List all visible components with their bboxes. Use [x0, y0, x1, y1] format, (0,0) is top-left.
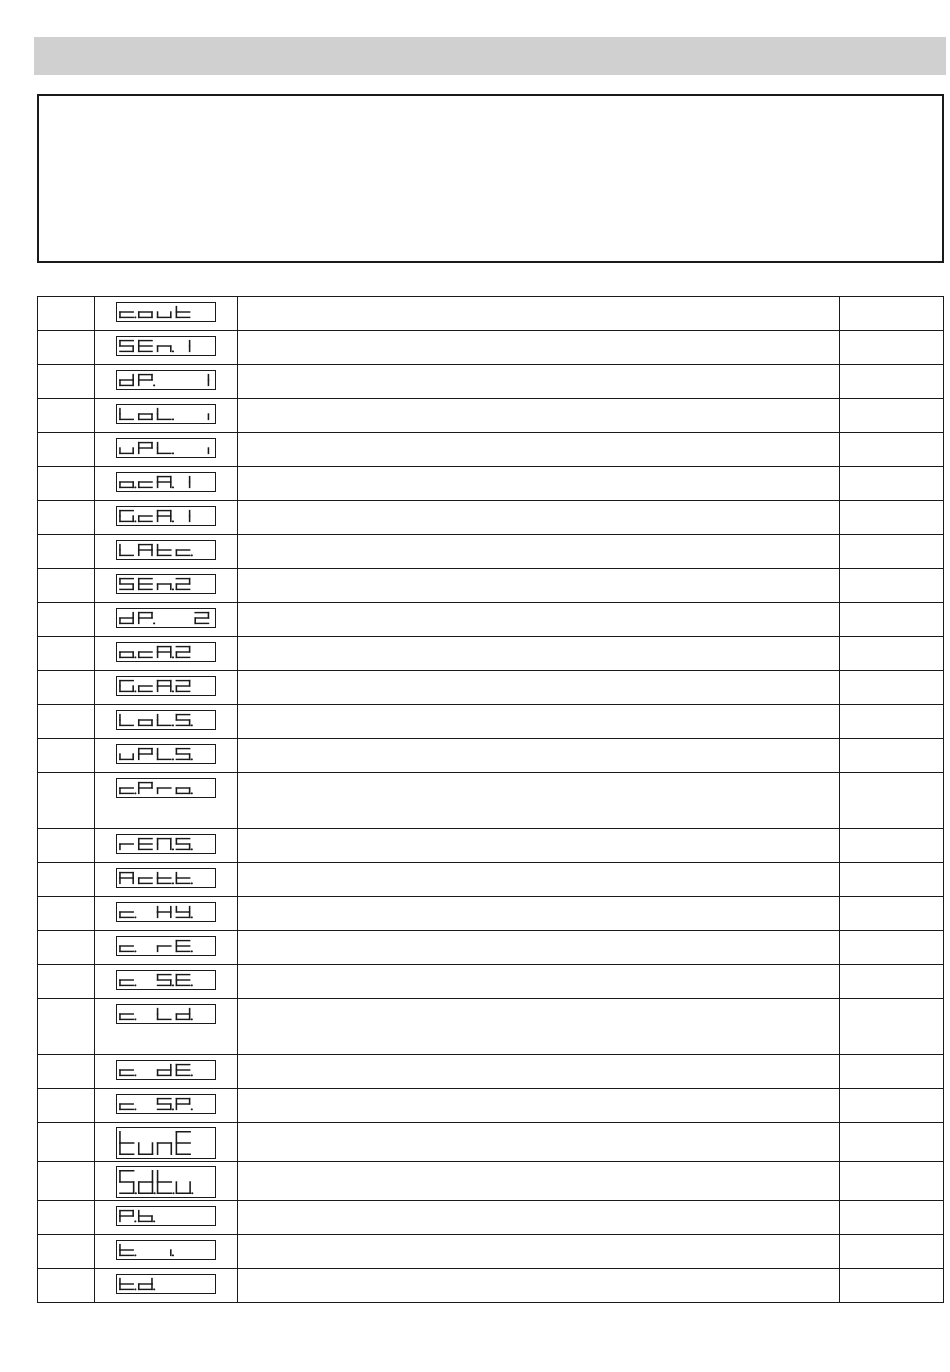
lcd-decimal-point	[172, 520, 174, 522]
display-code-cell	[95, 501, 238, 535]
parameter-row	[38, 965, 944, 999]
description-cell	[238, 705, 840, 739]
value-cell	[840, 1269, 944, 1303]
lcd-glyphs	[117, 779, 215, 797]
parameter-row	[38, 535, 944, 569]
lcd-glyphs	[117, 1241, 215, 1259]
display-code-cell	[95, 1162, 238, 1201]
lcd-glyphs	[117, 869, 215, 887]
lcd-glyphs	[117, 745, 215, 763]
lcd-glyphs	[117, 371, 215, 389]
value-cell	[840, 569, 944, 603]
lcd-decimal-point	[134, 792, 136, 794]
lcd-glyphs	[117, 711, 215, 729]
value-cell	[840, 433, 944, 467]
display-code-cell	[95, 569, 238, 603]
lcd-glyphs	[117, 1275, 215, 1293]
row-number-cell	[38, 637, 95, 671]
lcd-display-code	[116, 1206, 216, 1226]
description-cell	[238, 829, 840, 863]
lcd-decimal-point	[134, 1074, 136, 1076]
parameter-row	[38, 433, 944, 467]
row-number-cell	[38, 1162, 95, 1201]
description-cell	[238, 297, 840, 331]
lcd-decimal-point	[134, 486, 136, 488]
description-cell	[238, 1235, 840, 1269]
parameter-row	[38, 1089, 944, 1123]
lcd-display-code	[116, 1004, 216, 1024]
lcd-decimal-point	[172, 758, 174, 760]
lcd-decimal-point	[191, 950, 193, 952]
parameter-row	[38, 365, 944, 399]
parameter-table-body	[38, 297, 944, 1303]
value-cell	[840, 331, 944, 365]
display-code-cell	[95, 467, 238, 501]
display-code-cell	[95, 399, 238, 433]
parameter-row	[38, 1269, 944, 1303]
lcd-decimal-point	[172, 452, 174, 454]
description-cell	[238, 965, 840, 999]
lcd-decimal-point	[153, 622, 155, 624]
lcd-decimal-point	[153, 1220, 155, 1222]
lcd-decimal-point	[134, 520, 136, 522]
lcd-glyphs	[117, 609, 215, 627]
lcd-decimal-point	[191, 1108, 193, 1110]
description-cell	[238, 399, 840, 433]
value-cell	[840, 1162, 944, 1201]
value-cell	[840, 399, 944, 433]
row-number-cell	[38, 897, 95, 931]
lcd-glyphs	[117, 1095, 215, 1113]
row-number-cell	[38, 931, 95, 965]
lcd-decimal-point	[134, 1220, 136, 1222]
lcd-glyphs	[117, 1005, 215, 1023]
description-cell	[238, 931, 840, 965]
parameter-row	[38, 603, 944, 637]
lcd-glyphs	[117, 473, 215, 491]
lcd-decimal-point	[172, 1254, 174, 1256]
description-cell	[238, 467, 840, 501]
value-cell	[840, 1055, 944, 1089]
value-cell	[840, 1201, 944, 1235]
description-cell	[238, 535, 840, 569]
lcd-glyphs	[117, 937, 215, 955]
display-code-cell	[95, 829, 238, 863]
lcd-decimal-point	[172, 882, 174, 884]
description-cell	[238, 1055, 840, 1089]
value-cell	[840, 501, 944, 535]
lcd-glyphs	[117, 405, 215, 423]
lcd-decimal-point	[191, 984, 193, 986]
parameter-table	[37, 296, 944, 1303]
parameter-row	[38, 897, 944, 931]
row-number-cell	[38, 399, 95, 433]
lcd-decimal-point	[172, 656, 174, 658]
description-cell	[238, 1123, 840, 1162]
display-code-cell	[95, 535, 238, 569]
value-cell	[840, 965, 944, 999]
row-number-cell	[38, 569, 95, 603]
lcd-display-code	[116, 676, 216, 696]
parameter-row	[38, 467, 944, 501]
parameter-row	[38, 399, 944, 433]
lcd-display-code	[116, 778, 216, 798]
lcd-display-code	[116, 506, 216, 526]
parameter-row	[38, 1123, 944, 1162]
description-cell	[238, 569, 840, 603]
lcd-decimal-point	[172, 1108, 174, 1110]
parameter-row	[38, 829, 944, 863]
lcd-glyphs	[117, 677, 215, 695]
row-number-cell	[38, 331, 95, 365]
description-cell	[238, 863, 840, 897]
lcd-glyphs	[117, 643, 215, 661]
lcd-decimal-point	[172, 848, 174, 850]
lcd-display-code	[116, 472, 216, 492]
lcd-decimal-point	[191, 916, 193, 918]
lcd-decimal-point	[134, 1288, 136, 1290]
lcd-display-code	[116, 540, 216, 560]
display-code-cell	[95, 1201, 238, 1235]
display-code-cell	[95, 1269, 238, 1303]
parameter-row	[38, 931, 944, 965]
row-number-cell	[38, 965, 95, 999]
description-cell	[238, 1269, 840, 1303]
value-cell	[840, 467, 944, 501]
row-number-cell	[38, 739, 95, 773]
lcd-decimal-point	[134, 916, 136, 918]
parameter-row	[38, 773, 944, 829]
display-code-cell	[95, 603, 238, 637]
lcd-glyphs	[117, 575, 215, 593]
display-code-cell	[95, 705, 238, 739]
row-number-cell	[38, 1123, 95, 1162]
row-number-cell	[38, 603, 95, 637]
parameter-row	[38, 1201, 944, 1235]
lcd-decimal-point	[191, 554, 193, 556]
value-cell	[840, 365, 944, 399]
display-code-cell	[95, 1123, 238, 1162]
description-cell	[238, 739, 840, 773]
description-cell	[238, 897, 840, 931]
display-code-cell	[95, 863, 238, 897]
value-cell	[840, 705, 944, 739]
row-number-cell	[38, 365, 95, 399]
lcd-display-code	[116, 834, 216, 854]
parameter-row	[38, 1162, 944, 1201]
parameter-row	[38, 501, 944, 535]
lcd-glyphs	[117, 971, 215, 989]
description-cell	[238, 501, 840, 535]
lcd-decimal-point	[134, 950, 136, 952]
parameter-row	[38, 637, 944, 671]
row-number-cell	[38, 1089, 95, 1123]
lcd-decimal-point	[134, 1018, 136, 1020]
lcd-decimal-point	[172, 486, 174, 488]
display-code-cell	[95, 999, 238, 1055]
row-number-cell	[38, 773, 95, 829]
display-code-cell	[95, 671, 238, 705]
value-cell	[840, 897, 944, 931]
parameter-row	[38, 705, 944, 739]
value-cell	[840, 1235, 944, 1269]
lcd-decimal-point	[134, 1108, 136, 1110]
value-cell	[840, 739, 944, 773]
lcd-display-code	[116, 642, 216, 662]
value-cell	[840, 637, 944, 671]
lcd-glyphs	[117, 439, 215, 457]
parameter-row	[38, 739, 944, 773]
lcd-decimal-point	[172, 984, 174, 986]
lcd-decimal-point	[172, 690, 174, 692]
display-code-cell	[95, 773, 238, 829]
display-code-cell	[95, 739, 238, 773]
lcd-display-code	[116, 1240, 216, 1260]
lcd-decimal-point	[191, 758, 193, 760]
value-cell	[840, 1123, 944, 1162]
lcd-decimal-point	[191, 882, 193, 884]
lcd-display-code	[116, 1094, 216, 1114]
note-box	[37, 94, 944, 263]
row-number-cell	[38, 433, 95, 467]
lcd-glyphs	[117, 507, 215, 525]
value-cell	[840, 863, 944, 897]
display-code-cell	[95, 365, 238, 399]
row-number-cell	[38, 1235, 95, 1269]
row-number-cell	[38, 671, 95, 705]
description-cell	[238, 603, 840, 637]
value-cell	[840, 671, 944, 705]
row-number-cell	[38, 1055, 95, 1089]
lcd-decimal-point	[172, 350, 174, 352]
parameter-row	[38, 569, 944, 603]
lcd-glyphs	[117, 1167, 215, 1197]
parameter-row	[38, 1055, 944, 1089]
lcd-decimal-point	[134, 656, 136, 658]
lcd-display-code	[116, 1127, 216, 1159]
display-code-cell	[95, 1089, 238, 1123]
row-number-cell	[38, 297, 95, 331]
row-number-cell	[38, 1269, 95, 1303]
lcd-display-code	[116, 902, 216, 922]
description-cell	[238, 1201, 840, 1235]
description-cell	[238, 999, 840, 1055]
lcd-decimal-point	[172, 418, 174, 420]
value-cell	[840, 1089, 944, 1123]
value-cell	[840, 773, 944, 829]
lcd-display-code	[116, 710, 216, 730]
lcd-glyphs	[117, 1061, 215, 1079]
lcd-glyphs	[117, 1207, 215, 1225]
lcd-decimal-point	[191, 1018, 193, 1020]
lcd-decimal-point	[191, 848, 193, 850]
lcd-decimal-point	[191, 724, 193, 726]
display-code-cell	[95, 931, 238, 965]
lcd-display-code	[116, 404, 216, 424]
lcd-display-code	[116, 936, 216, 956]
display-code-cell	[95, 297, 238, 331]
lcd-decimal-point	[191, 1074, 193, 1076]
lcd-display-code	[116, 1060, 216, 1080]
section-header-bar	[34, 37, 946, 75]
lcd-display-code	[116, 1274, 216, 1294]
lcd-decimal-point	[134, 1254, 136, 1256]
lcd-display-code	[116, 868, 216, 888]
parameter-row	[38, 1235, 944, 1269]
row-number-cell	[38, 863, 95, 897]
lcd-glyphs	[117, 337, 215, 355]
row-number-cell	[38, 999, 95, 1055]
description-cell	[238, 671, 840, 705]
lcd-glyphs	[117, 835, 215, 853]
lcd-decimal-point	[153, 1288, 155, 1290]
description-cell	[238, 433, 840, 467]
display-code-cell	[95, 965, 238, 999]
parameter-row	[38, 297, 944, 331]
value-cell	[840, 297, 944, 331]
parameter-row	[38, 999, 944, 1055]
row-number-cell	[38, 705, 95, 739]
value-cell	[840, 603, 944, 637]
lcd-display-code	[116, 336, 216, 356]
row-number-cell	[38, 501, 95, 535]
parameter-row	[38, 671, 944, 705]
description-cell	[238, 365, 840, 399]
lcd-glyphs	[117, 541, 215, 559]
lcd-decimal-point	[172, 1192, 174, 1194]
lcd-decimal-point	[134, 316, 136, 318]
display-code-cell	[95, 1055, 238, 1089]
lcd-decimal-point	[134, 984, 136, 986]
value-cell	[840, 829, 944, 863]
parameter-row	[38, 863, 944, 897]
lcd-decimal-point	[191, 792, 193, 794]
value-cell	[840, 535, 944, 569]
display-code-cell	[95, 433, 238, 467]
lcd-glyphs	[117, 303, 215, 321]
lcd-decimal-point	[191, 1192, 193, 1194]
row-number-cell	[38, 535, 95, 569]
description-cell	[238, 331, 840, 365]
lcd-decimal-point	[153, 384, 155, 386]
lcd-glyphs	[117, 1128, 215, 1158]
row-number-cell	[38, 1201, 95, 1235]
row-number-cell	[38, 467, 95, 501]
lcd-display-code	[116, 370, 216, 390]
lcd-display-code	[116, 970, 216, 990]
description-cell	[238, 1162, 840, 1201]
lcd-decimal-point	[134, 690, 136, 692]
lcd-display-code	[116, 302, 216, 322]
lcd-display-code	[116, 608, 216, 628]
lcd-decimal-point	[135, 1192, 137, 1194]
lcd-display-code	[116, 744, 216, 764]
lcd-display-code	[116, 574, 216, 594]
parameter-row	[38, 331, 944, 365]
lcd-glyphs	[117, 903, 215, 921]
display-code-cell	[95, 637, 238, 671]
row-number-cell	[38, 829, 95, 863]
lcd-display-code	[116, 438, 216, 458]
display-code-cell	[95, 1235, 238, 1269]
lcd-decimal-point	[172, 724, 174, 726]
lcd-display-code	[116, 1166, 216, 1198]
display-code-cell	[95, 897, 238, 931]
description-cell	[238, 1089, 840, 1123]
value-cell	[840, 999, 944, 1055]
value-cell	[840, 931, 944, 965]
description-cell	[238, 773, 840, 829]
description-cell	[238, 637, 840, 671]
lcd-decimal-point	[172, 588, 174, 590]
display-code-cell	[95, 331, 238, 365]
lcd-decimal-point	[154, 1192, 156, 1194]
